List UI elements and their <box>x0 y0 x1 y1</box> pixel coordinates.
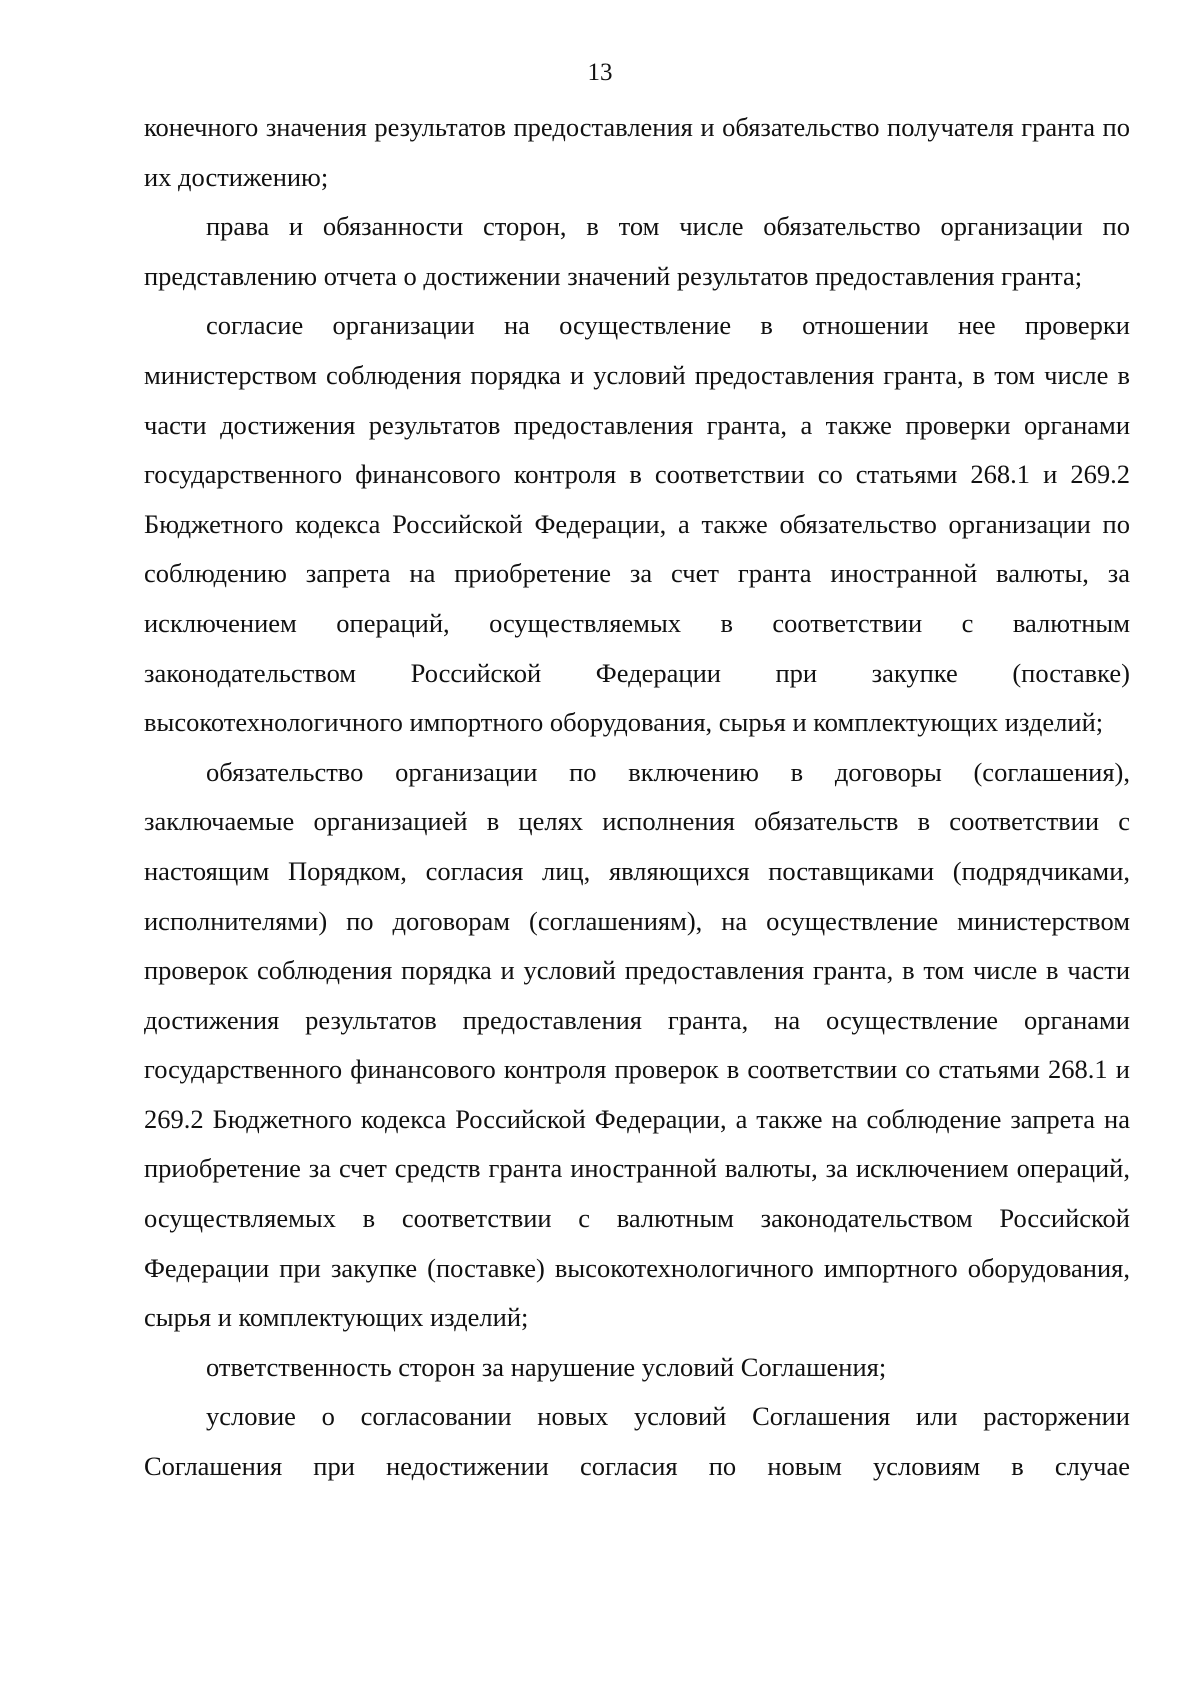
page-number: 13 <box>587 59 613 86</box>
paragraph: согласие организации на осуществление в отношении нее проверки министерством соблюдения порядка и условий предоставления гранта, в том числе в части достижения результатов предоставления гранта, а также проверки органами государственного финансового контроля в соответствии со статьями 268.1 и 269.2 Бюджетного кодекса Российской Федерации, а также обязательство организации по соблюдению запрета на приобретение за счет гранта иностранной валюты, за исключением операций, осуществляемых в соответствии с валютным законодательством Российской Федерации при закупке (поставке) высокотехнологичного импортного оборудования, сырья и комплектующих изделий; <box>144 310 1130 738</box>
paragraph: обязательство организации по включению в договоры (соглашения), заключаемые организацией в целях исполнения обязательств в соответствии с настоящим Порядком, согласия лиц, являющихся поставщиками (подрядчиками, исполнителями) по договорам (соглашениям), на осуществление министерством проверок соблюдения порядка и условий предоставления гранта, в том числе в части достижения результатов предоставления гранта, на осуществление органами государственного финансового контроля проверок в соответствии со статьями 268.1 и 269.2 Бюджетного кодекса Российской Федерации, а также на соблюдение запрета на приобретение за счет средств гранта иностранной валюты, за исключением операций, осуществляемых в соответствии с валютным законодательством Российской Федерации при закупке (поставке) высокотехнологичного импортного оборудования, сырья и комплектующих изделий; <box>144 756 1130 1333</box>
document-body <box>144 103 1130 1492</box>
paragraph: условие о согласовании новых условий Соглашения или расторжении Соглашения при недостижении согласия по новым условиям в случае <box>144 1401 1130 1482</box>
paragraph: ответственность сторон за нарушение условий Соглашения; <box>206 1351 887 1382</box>
paragraph: конечного значения результатов предоставления и обязательство получателя гранта по их достижению; <box>144 112 1130 192</box>
paragraph: права и обязанности сторон, в том числе обязательство организации по представлению отчета о достижении значений результатов предоставления гранта; <box>144 211 1130 291</box>
